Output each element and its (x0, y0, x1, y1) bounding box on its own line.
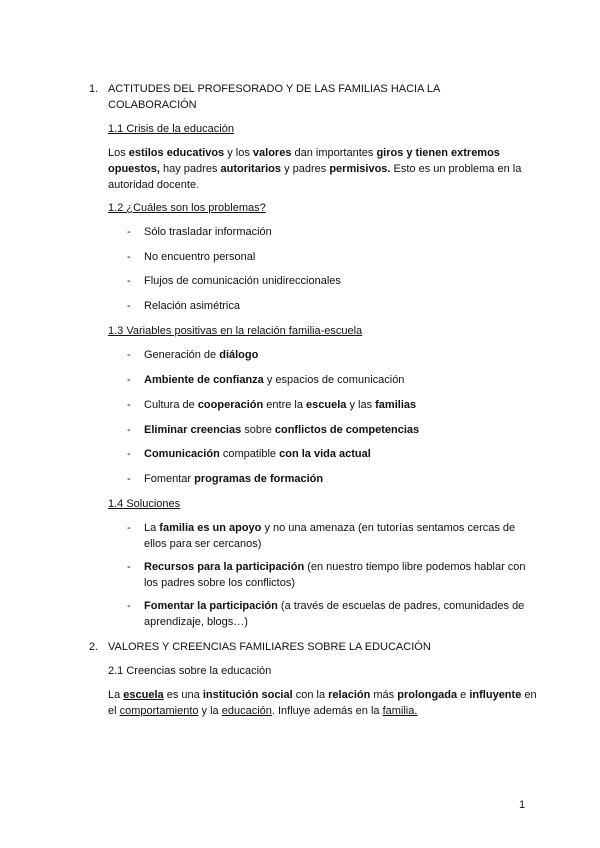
page-number: 1 (519, 799, 526, 811)
text-run: familia. (382, 705, 418, 717)
document-page: 1. ACTITUDES DEL PROFESORADO Y DE LAS FAMILIAS HACIA LA COLABORACIÓN 1.1 Crisis de la educación Los estilos educativos y los valores dan importantes giros y tienen extremos opuestos, hay padres autoritarios y padres permisivos. Esto es un problema en la autoridad docente. 1.2 ¿Cuáles son los problemas? - Sólo trasladar información - No encuentro personal - Flujos de comunicación unidireccionales - Relación asimétrica 1.3 Variables positivas en la relación familia-escuela - Generación de diálogo - Ambiente de confianza y espacios de comunicación - Cultura de cooperación entre la escuela y las familias - Eliminar creencias sobre conflictos de competencias - Comunicación compatible con la vida actual - Fomentar programas de formación 1.4 Soluciones - La familia es un apoyo y no una amenaza (en tutorías sentamos cercas de ellos para ser cercanos) - Recursos para la participación (en nuestro tiempo libre podemos hablar con los padres sobre los conflictos) - Fomentar la participación (a través de escuelas de padres, comunidades de aprendizaje, blogs…) 2. VALORES Y CREENCIAS FAMILIARES SOBRE LA EDUCACIÓN 2.1 Creencias sobre la educación La escuela es una institución social con la relación más prolongada e influyente en el comportamiento y la educación. Influye además en la familia. 1 (0, 0, 600, 848)
text-run: escuela (306, 399, 347, 411)
text-run: con la (292, 689, 329, 701)
text-run: estilos educativos (128, 147, 225, 159)
section-number: 2. (89, 641, 99, 653)
text-run: Sólo trasladar información (144, 226, 272, 238)
text-run: escuela (123, 689, 164, 701)
text-run: sobre (241, 424, 275, 436)
text-run: dan importantes (291, 147, 377, 159)
text-run: programas de formación (194, 473, 324, 485)
text-run: compatible (219, 448, 280, 460)
text-run: . Influye además en la (271, 705, 383, 717)
text-run: y no una amenaza (en tutorías sentamos cercas de ellos para ser cercanos) (144, 522, 516, 550)
text-run: hay padres (159, 163, 221, 175)
text-run: Eliminar creencias (144, 424, 242, 436)
text-run: Ambiente de confianza (144, 374, 264, 386)
text-run: Generación de (144, 349, 220, 361)
section-title: ACTITUDES DEL PROFESORADO Y DE LAS FAMILIAS HACIA LA COLABORACIÓN (108, 83, 440, 111)
text-run: y las (346, 399, 376, 411)
section-title: VALORES Y CREENCIAS FAMILIARES SOBRE LA EDUCACIÓN (108, 641, 431, 653)
text-run: Recursos para la participación (144, 561, 305, 573)
text-run: relación (328, 689, 371, 701)
text-run: No encuentro personal (144, 251, 256, 263)
text-run: diálogo (219, 349, 259, 361)
text-run: educación (221, 705, 272, 717)
subsection-title: 1.1 Crisis de la educación (108, 123, 234, 135)
text-run: entre la (263, 399, 307, 411)
text-run: prolongada (397, 689, 458, 701)
text-run: (en nuestro tiempo libre podemos hablar con los padres sobre los conflictos) (144, 561, 526, 589)
text-run: Comunicación (144, 448, 220, 460)
text-run: comportamiento (119, 705, 199, 717)
text-run: en el (108, 689, 537, 717)
paragraph (108, 687, 548, 719)
text-run: más (370, 689, 398, 701)
text-run: giros y tienen extremos opuestos, (108, 147, 500, 175)
text-run: familias (375, 399, 417, 411)
text-run: Relación asimétrica (144, 300, 240, 312)
text-run: Fomentar la participación (144, 600, 278, 612)
text-run: (a través de escuelas de padres, comunidades de aprendizaje, blogs…) (144, 600, 525, 628)
text-run: conflictos de competencias (274, 424, 420, 436)
text-run: es una (163, 689, 203, 701)
text-run: y la (198, 705, 222, 717)
subsection-title: 2.1 Creencias sobre la educación (108, 665, 272, 677)
text-run: con la vida actual (279, 448, 371, 460)
text-run: permisivos. (329, 163, 391, 175)
text-run: Flujos de comunicación unidireccionales (144, 275, 341, 287)
text-run: Cultura de (144, 399, 198, 411)
text-run: La (144, 522, 160, 534)
text-run: familia es un apoyo (159, 522, 262, 534)
text-run: y los (224, 147, 253, 159)
text-run: institución social (202, 689, 293, 701)
paragraph (108, 145, 548, 193)
text-run: autoritarios (220, 163, 282, 175)
subsection-title: 1.3 Variables positivas en la relación familia-escuela (108, 325, 363, 337)
text-run: e (457, 689, 470, 701)
text-run: La (108, 689, 124, 701)
text-run: y espacios de comunicación (263, 374, 405, 386)
text-run: Fomentar (144, 473, 195, 485)
text-run: Los (108, 147, 129, 159)
text-run: valores (252, 147, 292, 159)
text-run: y padres (281, 163, 330, 175)
text-run: Esto es un problema en la autoridad docente. (108, 163, 522, 191)
subsection-title: 1.2 ¿Cuáles son los problemas? (108, 202, 266, 214)
text-run: cooperación (197, 399, 264, 411)
section-number: 1. (89, 83, 99, 95)
subsection-title: 1.4 Soluciones (108, 498, 181, 510)
text-run: influyente (469, 689, 522, 701)
